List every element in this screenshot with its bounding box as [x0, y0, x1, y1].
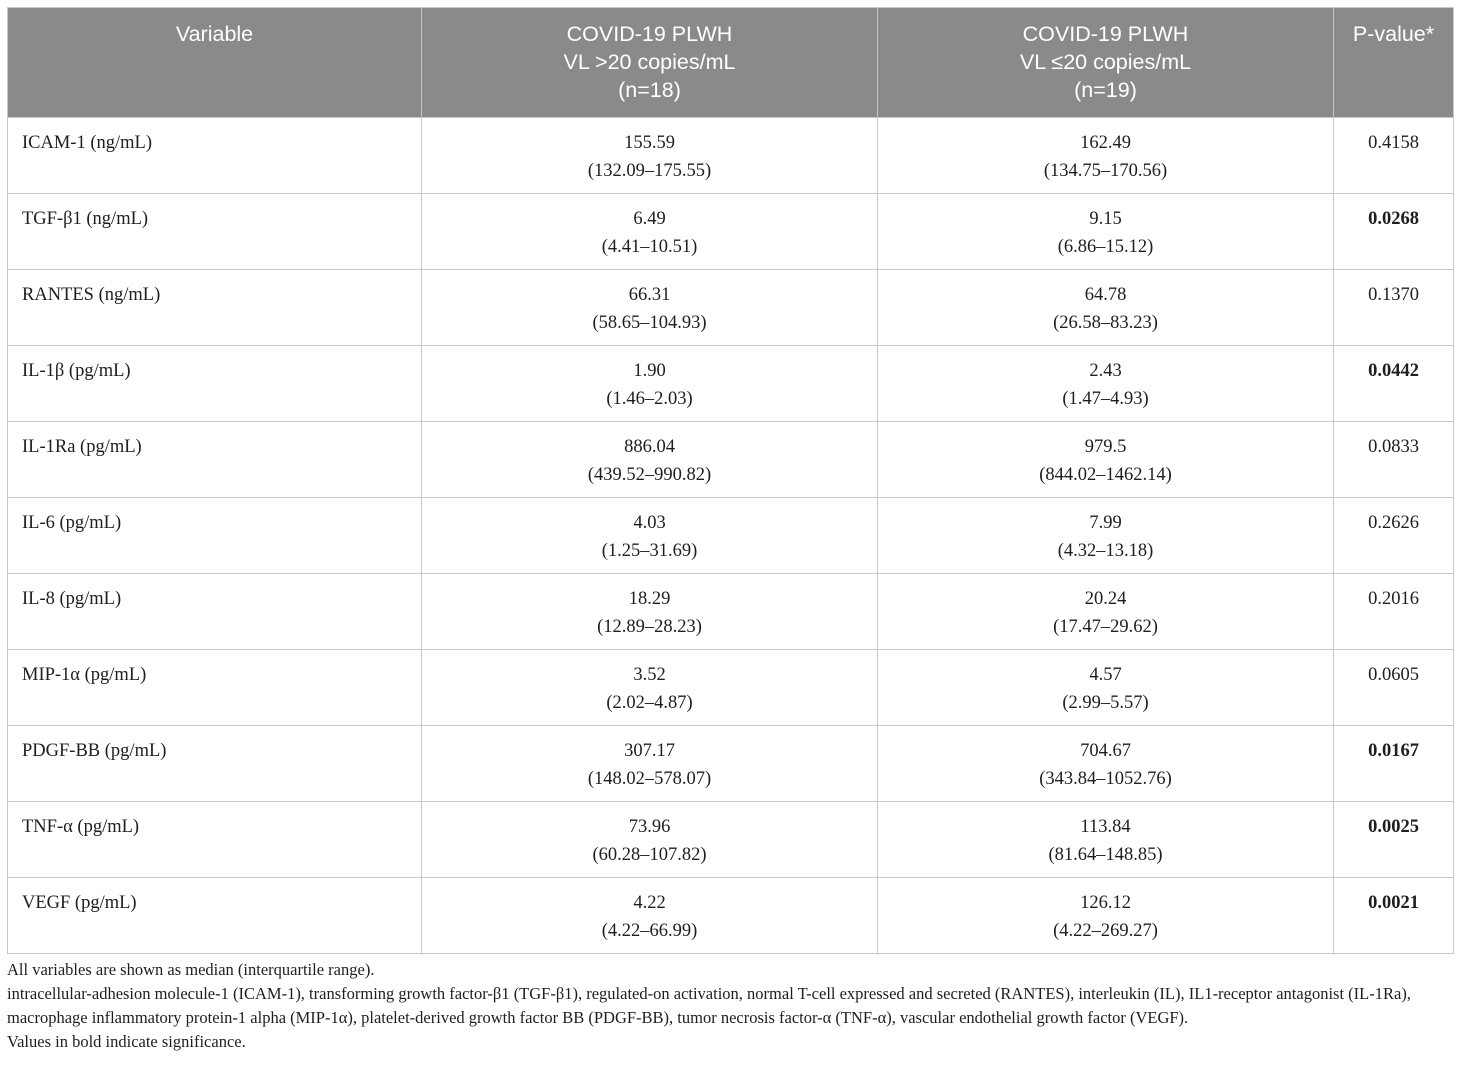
pvalue: 0.0025 [1368, 817, 1419, 837]
footnote-bold-significance: Values in bold indicate significance. [7, 1032, 246, 1051]
header-group2-line2: VL ≤20 copies/mL [1019, 50, 1192, 74]
group1-cell [422, 650, 878, 726]
pvalue-cell [1334, 650, 1454, 726]
group1-cell [422, 726, 878, 802]
table-row [8, 498, 1454, 574]
variable-label: TGF-β1 (ng/mL) [22, 209, 149, 229]
variable-label: MIP-1α (pg/mL) [22, 665, 147, 685]
pvalue-cell [1334, 802, 1454, 878]
header-group2-line1: COVID-19 PLWH [1022, 22, 1189, 46]
variable-cell [8, 650, 422, 726]
variable-cell [8, 422, 422, 498]
header-row [8, 8, 1454, 118]
table-row [8, 878, 1454, 954]
variable-label: ICAM-1 (ng/mL) [22, 133, 152, 153]
header-group2-line3: (n=19) [1074, 78, 1137, 102]
median-value: 155.59 [624, 133, 675, 153]
header-group1-line2: VL >20 copies/mL [563, 50, 736, 74]
median-value: 113.84 [1080, 817, 1131, 837]
group2-cell [878, 574, 1334, 650]
group1-cell [422, 346, 878, 422]
table-row [8, 802, 1454, 878]
variable-cell [8, 118, 422, 194]
group1-cell [422, 118, 878, 194]
header-group1-line1: COVID-19 PLWH [566, 22, 733, 46]
pvalue: 0.0167 [1368, 741, 1419, 761]
iqr-value: (26.58–83.23) [1053, 313, 1158, 333]
iqr-value: (844.02–1462.14) [1039, 465, 1172, 485]
group2-cell [878, 346, 1334, 422]
table-header [8, 8, 1454, 118]
median-value: 66.31 [628, 285, 671, 305]
median-value: 73.96 [628, 817, 671, 837]
variable-label: IL-6 (pg/mL) [22, 513, 122, 533]
iqr-value: (132.09–175.55) [587, 161, 712, 181]
table-row [8, 726, 1454, 802]
variable-label: TNF-α (pg/mL) [22, 817, 140, 837]
median-value: 979.5 [1084, 437, 1127, 457]
footnote-abbreviations: intracellular-adhesion molecule-1 (ICAM-1), transforming growth factor-β1 (TGF-β1), regulated-on activation, normal T-cell expressed and secreted (RANTES), interleukin (IL), IL1-receptor antagonist (IL-1Ra), macrophage inflammatory protein-1 alpha (MIP-1α), platelet-derived growth factor BB (PDGF-BB), tumor necrosis factor-α (TNF-α), vascular endothelial growth factor (VEGF). [7, 984, 1411, 1027]
group2-cell [878, 422, 1334, 498]
group1-cell [422, 270, 878, 346]
pvalue: 0.2626 [1368, 513, 1419, 533]
iqr-value: (134.75–170.56) [1043, 161, 1168, 181]
header-group-vl-above-20 [422, 8, 878, 118]
group2-cell [878, 118, 1334, 194]
variable-cell [8, 726, 422, 802]
median-value: 2.43 [1089, 361, 1122, 381]
variable-label: IL-8 (pg/mL) [22, 589, 122, 609]
group2-cell [878, 726, 1334, 802]
pvalue-cell [1334, 346, 1454, 422]
iqr-value: (2.99–5.57) [1062, 693, 1149, 713]
pvalue: 0.0833 [1368, 437, 1419, 457]
iqr-value: (4.22–269.27) [1053, 921, 1158, 941]
iqr-value: (17.47–29.62) [1053, 617, 1158, 637]
table-row [8, 270, 1454, 346]
header-group-vl-below-20 [878, 8, 1334, 118]
pvalue-cell [1334, 498, 1454, 574]
pvalue-cell [1334, 118, 1454, 194]
variable-cell [8, 878, 422, 954]
iqr-value: (60.28–107.82) [592, 845, 707, 865]
pvalue-cell [1334, 878, 1454, 954]
group1-cell [422, 194, 878, 270]
iqr-value: (81.64–148.85) [1048, 845, 1163, 865]
median-value: 307.17 [624, 741, 675, 761]
group2-cell [878, 194, 1334, 270]
group2-cell [878, 802, 1334, 878]
group1-cell [422, 574, 878, 650]
group2-cell [878, 270, 1334, 346]
group1-cell [422, 422, 878, 498]
median-value: 4.22 [633, 893, 666, 913]
table-row [8, 118, 1454, 194]
pvalue-cell [1334, 574, 1454, 650]
group2-cell [878, 498, 1334, 574]
median-value: 20.24 [1084, 589, 1127, 609]
footnote-median-iqr: All variables are shown as median (interquartile range). [7, 960, 375, 979]
median-value: 4.03 [633, 513, 666, 533]
iqr-value: (4.22–66.99) [601, 921, 698, 941]
median-value: 886.04 [624, 437, 675, 457]
group1-cell [422, 802, 878, 878]
iqr-value: (148.02–578.07) [587, 769, 712, 789]
variable-label: IL-1Ra (pg/mL) [22, 437, 142, 457]
median-value: 162.49 [1080, 133, 1131, 153]
variable-cell [8, 802, 422, 878]
median-value: 1.90 [633, 361, 666, 381]
pvalue-cell [1334, 270, 1454, 346]
median-value: 704.67 [1080, 741, 1131, 761]
pvalue: 0.0021 [1368, 893, 1419, 913]
iqr-value: (439.52–990.82) [587, 465, 712, 485]
variable-label: VEGF (pg/mL) [22, 893, 137, 913]
pvalue: 0.0442 [1368, 361, 1419, 381]
pvalue-cell [1334, 726, 1454, 802]
pvalue: 0.2016 [1368, 589, 1419, 609]
variable-cell [8, 346, 422, 422]
table-body [8, 118, 1454, 954]
iqr-value: (58.65–104.93) [592, 313, 707, 333]
group1-cell [422, 498, 878, 574]
iqr-value: (4.32–13.18) [1057, 541, 1154, 561]
header-pvalue: P-value* [1334, 8, 1454, 118]
variable-cell [8, 574, 422, 650]
group2-cell [878, 650, 1334, 726]
iqr-value: (1.25–31.69) [601, 541, 698, 561]
variable-cell [8, 498, 422, 574]
iqr-value: (4.41–10.51) [601, 237, 698, 257]
table-row [8, 346, 1454, 422]
group2-cell [878, 878, 1334, 954]
pvalue-cell [1334, 194, 1454, 270]
table-footnotes [7, 958, 1453, 1054]
variable-label: PDGF-BB (pg/mL) [22, 741, 167, 761]
pvalue-cell [1334, 422, 1454, 498]
table-row [8, 422, 1454, 498]
pvalue: 0.4158 [1368, 133, 1419, 153]
iqr-value: (2.02–4.87) [606, 693, 693, 713]
variable-label: IL-1β (pg/mL) [22, 361, 131, 381]
median-value: 9.15 [1089, 209, 1122, 229]
pvalue: 0.0268 [1368, 209, 1419, 229]
median-value: 4.57 [1089, 665, 1122, 685]
iqr-value: (343.84–1052.76) [1039, 769, 1172, 789]
header-variable: Variable [8, 8, 422, 118]
variable-label: RANTES (ng/mL) [22, 285, 161, 305]
variable-cell [8, 194, 422, 270]
table-row [8, 650, 1454, 726]
group1-cell [422, 878, 878, 954]
median-value: 18.29 [628, 589, 671, 609]
cytokine-table [7, 7, 1454, 954]
variable-cell [8, 270, 422, 346]
iqr-value: (1.47–4.93) [1062, 389, 1149, 409]
median-value: 64.78 [1084, 285, 1127, 305]
table-row [8, 194, 1454, 270]
header-group1-line3: (n=18) [618, 78, 681, 102]
median-value: 3.52 [633, 665, 666, 685]
data-table-container [7, 7, 1453, 954]
table-row [8, 574, 1454, 650]
median-value: 7.99 [1089, 513, 1122, 533]
pvalue: 0.0605 [1368, 665, 1419, 685]
iqr-value: (1.46–2.03) [606, 389, 693, 409]
median-value: 6.49 [633, 209, 666, 229]
iqr-value: (12.89–28.23) [597, 617, 702, 637]
median-value: 126.12 [1080, 893, 1131, 913]
pvalue: 0.1370 [1368, 285, 1419, 305]
iqr-value: (6.86–15.12) [1057, 237, 1154, 257]
